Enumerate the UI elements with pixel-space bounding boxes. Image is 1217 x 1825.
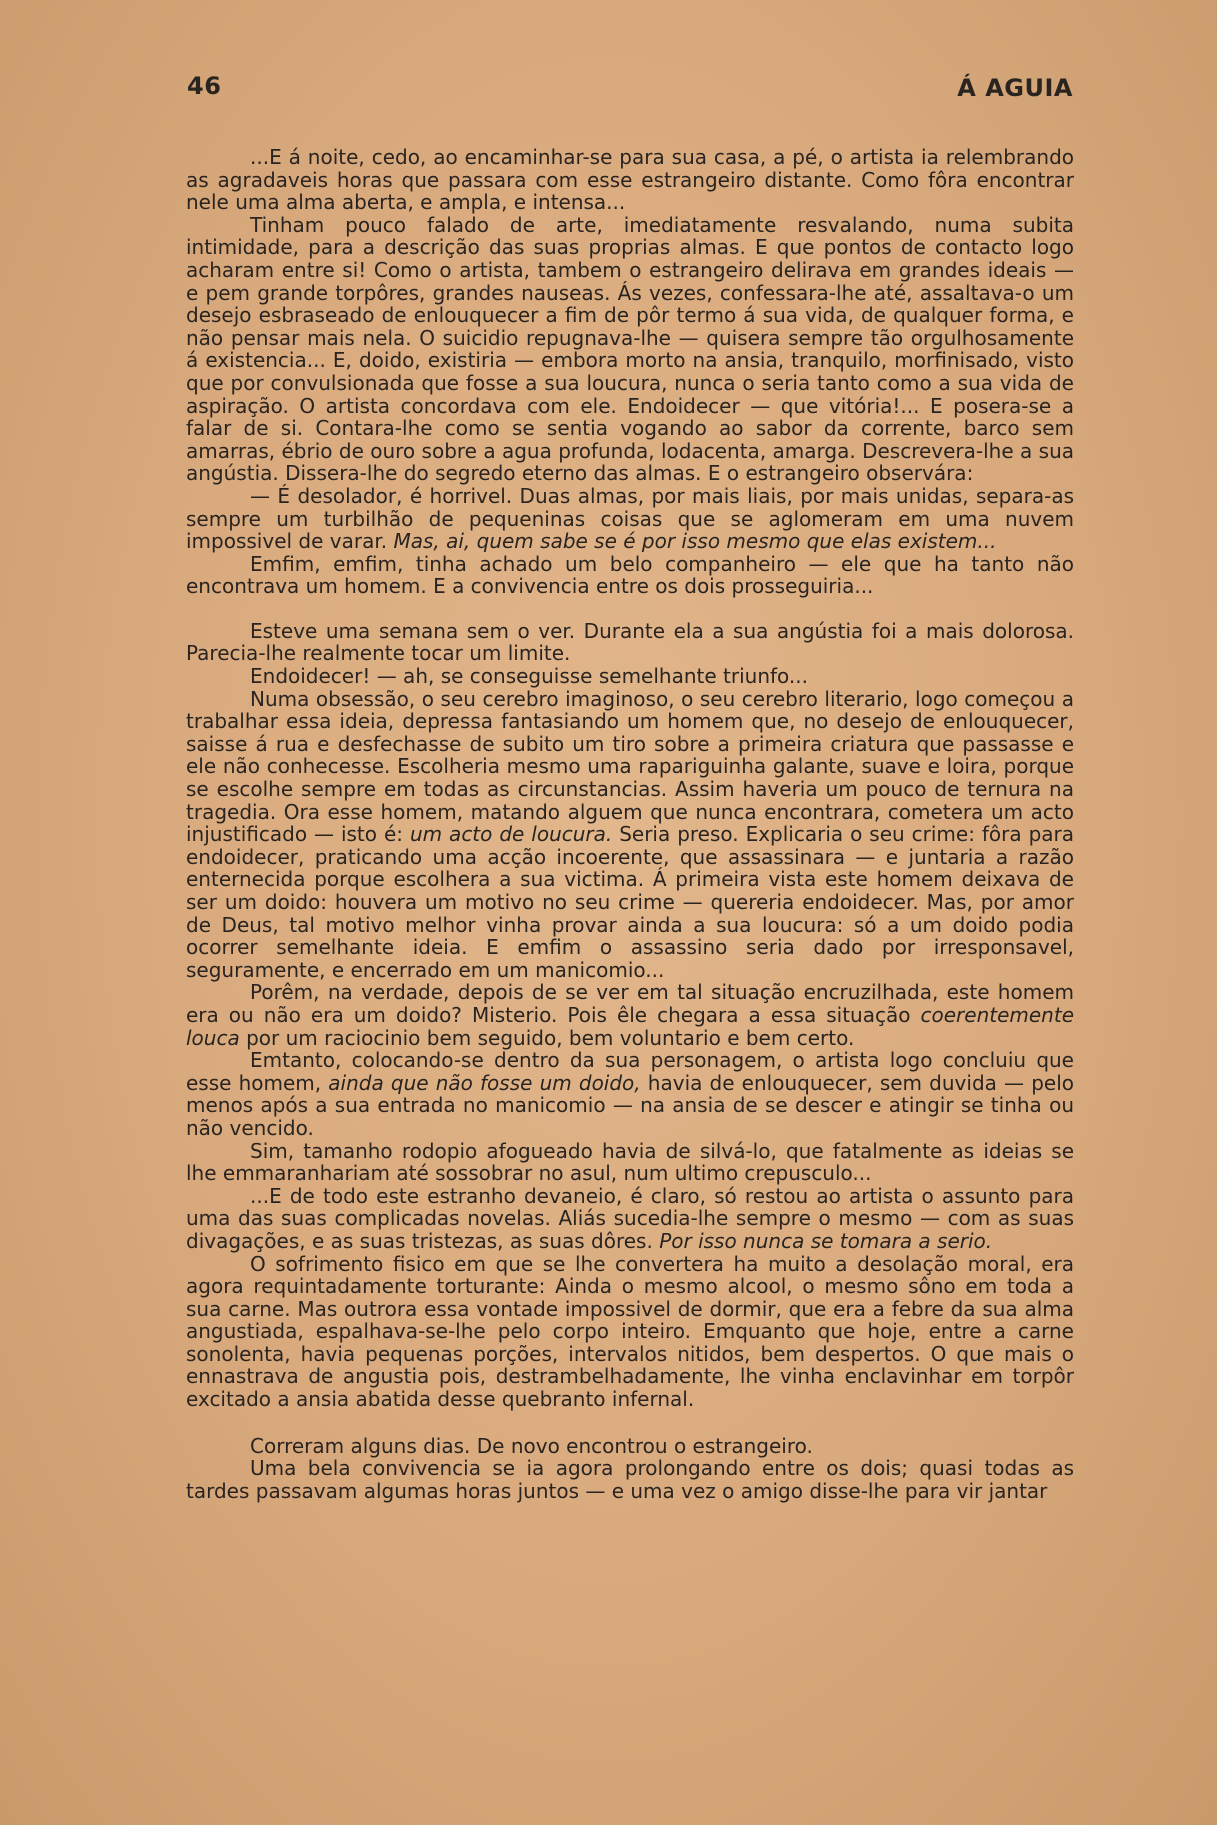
running-title: Á AGUIA (957, 74, 1073, 102)
paragraph: Uma bela convivencia se ia agora prolongando entre os dois; quasi todas as tardes passavam algumas horas juntos — e uma vez o amigo disse-lhe para vir jantar (186, 1456, 1074, 1503)
paragraph: ...E de todo este estranho devaneio, é claro, só restou ao artista o assunto para uma das suas complicadas novelas. Aliás sucedia-lhe sempre o mesmo — com as suas divagações, e as suas tristezas, as suas dôres. Por isso nunca se tomara a serio. (186, 1183, 1074, 1253)
paragraph: Porêm, na verdade, depois de se ver em tal situação encruzilhada, este homem era ou não era um doido? Misterio. Pois êle chegara a essa situação coerentemente louca por um raciocinio bem seguido, bem voluntario e bem certo. (186, 980, 1074, 1050)
paragraph: Endoidecer! — ah, se conseguisse semelhante triunfo... (250, 664, 808, 689)
paragraph: Esteve uma semana sem o ver. Durante ela a sua angústia foi a mais dolorosa. Parecia-lhe realmente tocar um limite. (186, 618, 1074, 666)
page-number: 46 (187, 72, 222, 100)
paragraph: Tinham pouco falado de arte, imediatamente resvalando, numa subita intimidade, para a descrição das suas proprias almas. E que pontos de contacto logo acharam entre si! Como o artista, tambem o estrangeiro delirava em grandes ideais — e pem grande torpôres, grandes nauseas. Ás vezes, confessara-lhe até, assaltava-o um desejo esbraseado de enlouquecer a fim de pôr termo á sua vida, de qualquer forma, e não pensar mais nela. O suicidio repugnava-lhe — quisera sempre tão orgulhosamente á existencia... E, doido, existiria — embora morto na ansia, tranquilo, morfinisado, visto que por convulsionada que fosse a sua loucura, nunca o seria tanto como a sua vida de aspiração. O artista concordava com ele. Endoidecer — que vitória!... E posera-se a falar de si. Contara-lhe como se sentia vogando ao sabor da corrente, barco sem amarras, ébrio de ouro sobre a agua profunda, lodacenta, amarga. Descrevera-lhe a sua angústia. Dissera-lhe do segredo eterno das almas. E o estrangeiro observára: (186, 212, 1074, 486)
italic-phrase: um acto de loucura. (409, 822, 613, 847)
italic-phrase: ainda que não fosse um doido, (328, 1070, 641, 1095)
paragraph: Sim, tamanho rodopio afogueado havia de silvá-lo, que fatalmente as ideias se lhe emmaranhariam até sossobrar no asul, num ultimo crepusculo... (186, 1138, 1074, 1186)
page-header (187, 72, 1073, 112)
italic-phrase: Mas, ai, quem sabe se é por isso mesmo que elas existem... (393, 529, 997, 554)
paragraph: Numa obsessão, o seu cerebro imaginoso, o seu cerebro literario, logo começou a trabalhar essa ideia, depressa fantasiando um homem que, no desejo de enlouquecer, saisse á rua e desfechasse de subito um tiro sobre a primeira criatura que passasse e ele não conhecesse. Escolheria mesmo uma rapariguinha galante, suave e loira, porque se escolhe sempre em todas as circunstancias. Assim haveria um pouco de ternura na tragedia. Ora esse homem, matando alguem que nunca encontrara, cometera um acto injustificado — isto é: um acto de loucura. Seria preso. Explicaria o seu crime: fôra para endoidecer, praticando uma acção incoerente, que assassinara — e juntaria a razão enternecida porque escolhera a sua victima. Á primeira vista este homem deixava de ser um doido: houvera um motivo no seu crime — quereria endoidecer. Mas, por amor de Deus, tal motivo melhor vinha provar ainda a sua loucura: só a um doido podia ocorrer semelhante ideia. E emfim o assassino seria dado por irresponsavel, seguramente, e encerrado em um manicomio... (186, 686, 1075, 982)
paragraph: Emfim, emfim, tinha achado um belo companheiro — ele que ha tanto não encontrava um homem. E a convivencia entre os dois prosseguiria... (186, 551, 1074, 599)
paragraph: O sofrimento fisico em que se lhe convertera ha muito a desolação moral, era agora requintadamente torturante: Ainda o mesmo alcool, o mesmo sôno em toda a sua carne. Mas outrora essa vontade impossivel de dormir, que era a febre da sua alma angustiada, espalhava-se-lhe pelo corpo inteiro. Emquanto que hoje, entre a carne sonolenta, havia pequenas porções, intervalos nitidos, bem despertos. O que mais o ennastrava de angustia pois, destrambelhadamente, lhe vinha enclavinhar em torpôr excitado a ansia abatida desse quebranto infernal. (186, 1251, 1074, 1412)
paragraph: Emtanto, colocando-se dentro da sua personagem, o artista logo concluiu que esse homem, ainda que não fosse um doido, havia de enlouquecer, sem duvida — pelo menos após a sua entrada no manicomio — na ansia de se descer e atingir se tinha ou não vencido. (186, 1048, 1074, 1140)
italic-phrase: Por isso nunca se tomara a serio. (659, 1228, 993, 1253)
paragraph: ...E á noite, cedo, ao encaminhar-se para sua casa, a pé, o artista ia relembrando as agradaveis horas que passara com esse estrangeiro distante. Como fôra encontrar nele uma alma aberta, e ampla, e intensa... (186, 145, 1074, 215)
paragraph: Correram alguns dias. De novo encontrou o estrangeiro. (250, 1433, 813, 1458)
italic-phrase: coerentemente louca (186, 1002, 1074, 1050)
body-text (186, 146, 1074, 1502)
paragraph: — É desolador, é horrivel. Duas almas, por mais liais, por mais unidas, separa-as sempre um turbilhão de pequeninas coisas que se aglomeram em uma nuvem impossivel de varar. Mas, ai, quem sabe se é por isso mesmo que elas existem... (186, 483, 1074, 554)
